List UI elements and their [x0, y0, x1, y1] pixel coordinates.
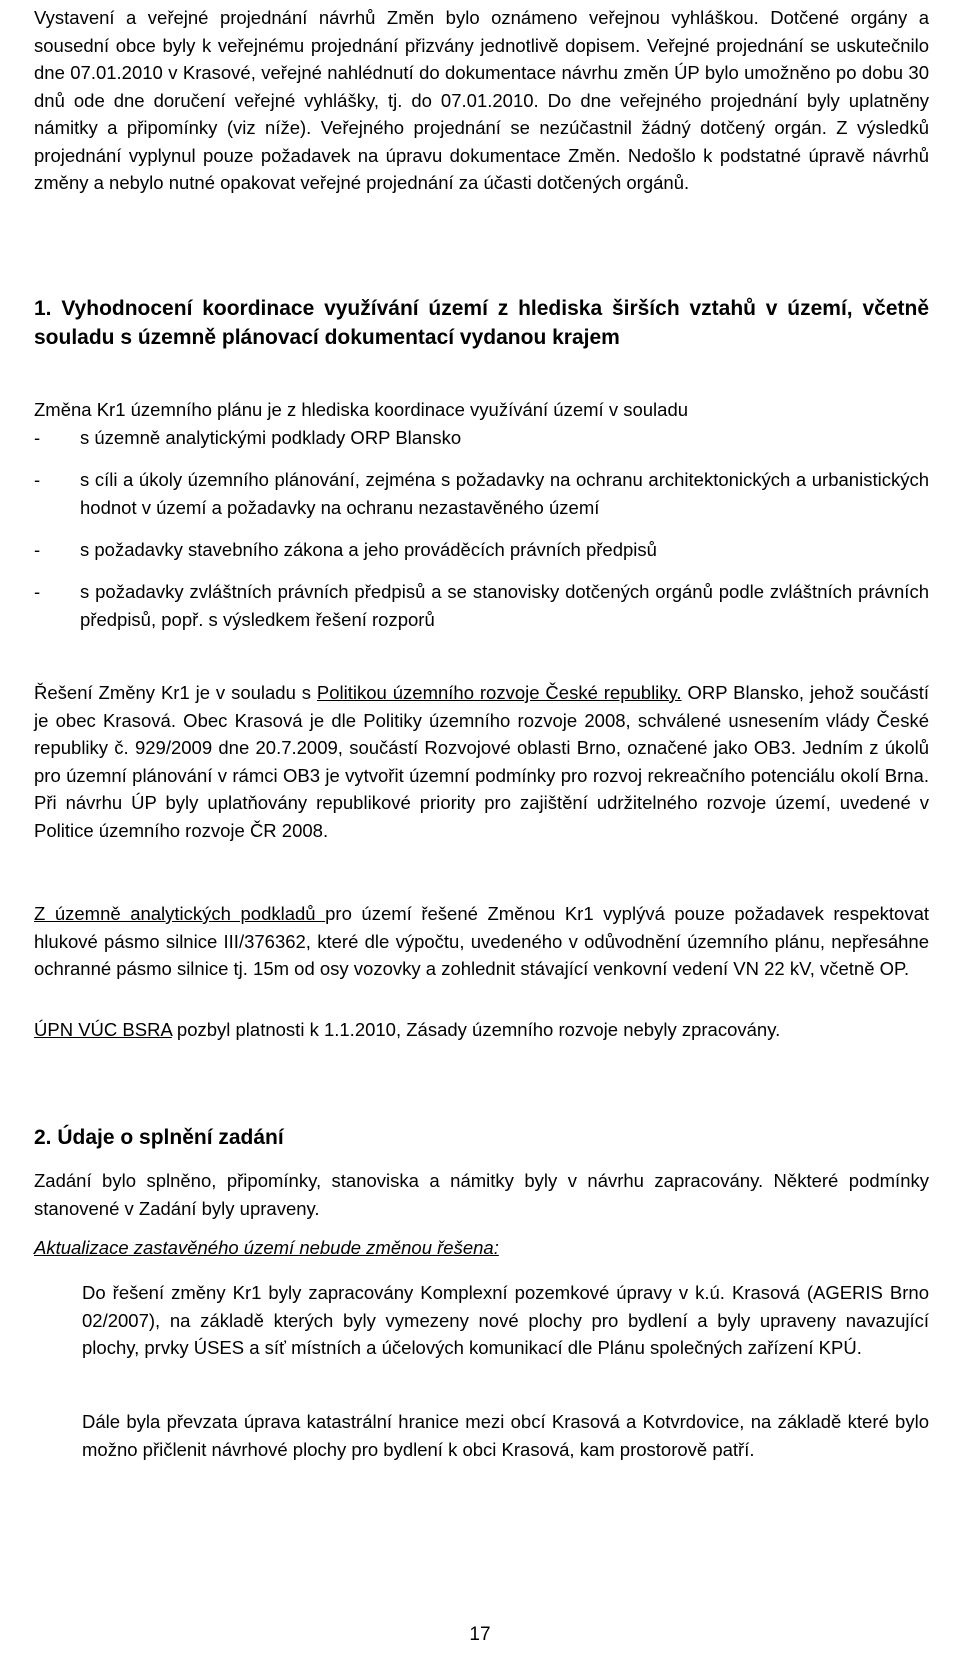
section-2-heading: 2. Údaje o splnění zadání [34, 1126, 284, 1149]
section-2-subheading [34, 1234, 929, 1262]
requirements-list [34, 424, 929, 634]
uap-text-after: pro území řešené Změnou Kr1 vyplývá pouze požadavek respektovat hlukové pásmo silnice III/376362, které dle výpočtu, uvedeného v odůvodnění územního plánu, nepřesáhne ochranné pásmo silnice tj. 15m od osy vozovky a zohlednit stávající venkovní vedení VN 22 kV, včetně OP. [34, 903, 929, 979]
subheading-text: Aktualizace zastavěného území nebude změnou řešena: [34, 1237, 499, 1258]
boundary-paragraph: Dále byla převzata úprava katastrální hranice mezi obcí Krasová a Kotvrdovice, na základě které bylo možno přičlenit návrhové plochy pro bydlení k obci Krasová, kam prostorově patří. [82, 1411, 929, 1460]
list-dash: - [34, 427, 41, 448]
list-item-text: s cíli a úkoly územního plánování, zejména s požadavky na ochranu architektonických a urbanistických hodnot v území a požadavky na ochranu nezastavěného území [80, 469, 929, 518]
list-item [34, 578, 929, 634]
list-item [34, 424, 929, 452]
list-item-text: s požadavky stavebního zákona a jeho prováděcích právních předpisů [80, 539, 657, 560]
uap-paragraph [34, 900, 929, 983]
upn-link[interactable]: ÚPN VÚC BSRA [34, 1019, 172, 1040]
list-dash: - [34, 469, 41, 490]
section-1-lead: Změna Kr1 územního plánu je z hlediska koordinace využívání území v souladu [34, 399, 689, 420]
policy-link[interactable]: Politikou územního rozvoje České republiky. [316, 682, 682, 703]
page-number: 17 [469, 1624, 491, 1645]
upn-paragraph [34, 1016, 929, 1044]
list-item-text: s územně analytickými podklady ORP Blansko [80, 427, 462, 448]
uap-link[interactable]: Z územně analytických podkladů [34, 903, 326, 924]
list-item-text: s požadavky zvláštních právních předpisů a se stanovisky dotčených orgánů podle zvláštních právních předpisů, popř. s výsledkem řešení rozporů [80, 581, 929, 630]
policy-text-before: Řešení Změny Kr1 je v souladu s [34, 682, 317, 703]
list-dash: - [34, 539, 41, 560]
policy-text-after: ORP Blansko, jehož součástí je obec Krasová. Obec Krasová je dle Politiky územního rozvoje 2008, schválené usnesením vlády České republiky č. 929/2009 dne 20.7.2009, součástí Rozvojové oblasti Brno, označené jako OB3. Jedním z úkolů pro územní plánování v rámci OB3 je vytvořit územní podmínky pro rozvoj rekreačního potenciálu okolí Brna. Při návrhu ÚP byly uplatňovány republikové priority pro zajištění udržitelného rozvoje území, uvedené v Politice územního rozvoje ČR 2008. [34, 682, 929, 841]
kpu-paragraph: Do řešení změny Kr1 byly zapracovány Komplexní pozemkové úpravy v k.ú. Krasová (AGERIS Brno 02/2007), na základě kterých byly vymezeny nové plochy pro bydlení a byly upraveny navazující plochy, prvky ÚSES a síť místních a účelových komunikací dle Plánu společných zařízení KPÚ. [82, 1282, 929, 1358]
intro-paragraph: Vystavení a veřejné projednání návrhů Změn bylo oznámeno veřejnou vyhláškou. Dotčené orgány a sousední obce byly k veřejnému projednání přizvány jednotlivě dopisem. Veřejné projednání se uskutečnilo dne 07.01.2010 v Krasové, veřejné nahlédnutí do dokumentace návrhu změn ÚP bylo umožněno po dobu 30 dnů ode dne doručení veřejné vyhlášky, tj. do 07.01.2010. Do dne veřejného projednání byly uplatněny námitky a připomínky (viz níže). Veřejného projednání se nezúčastnil žádný dotčený orgán. Z výsledků projednání vyplynul pouze požadavek na úpravu dokumentace Změn. Nedošlo k podstatné úpravě návrhů změny a nebylo nutné opakovat veřejné projednání za účasti dotčených orgánů. [34, 7, 929, 193]
list-item [34, 536, 929, 564]
list-dash: - [34, 581, 41, 602]
section-1-heading: 1. Vyhodnocení koordinace využívání území z hlediska širších vztahů v území, včetně souladu s územně plánovací dokumentací vydanou krajem [34, 297, 929, 349]
upn-text-after: pozbyl platnosti k 1.1.2010, Zásady územního rozvoje nebyly zpracovány. [171, 1019, 781, 1040]
list-item [34, 466, 929, 522]
section-2-paragraph: Zadání bylo splněno, připomínky, stanoviska a námitky byly v návrhu zapracovány. Některé podmínky stanovené v Zadání byly upraveny. [34, 1170, 929, 1219]
policy-paragraph [34, 679, 929, 844]
